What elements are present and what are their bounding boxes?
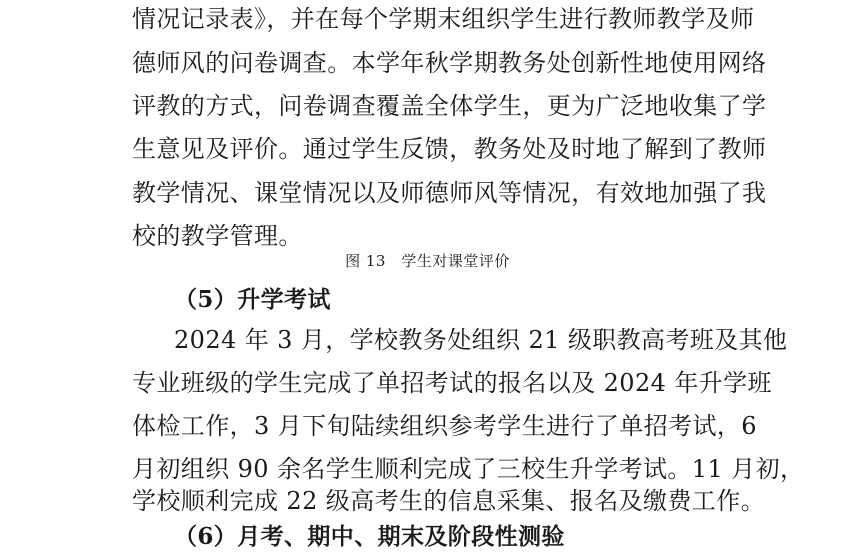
paragraph-line: 校的教学管理。 bbox=[132, 222, 303, 250]
paragraph-line: 学校顺利完成 22 级高考生的信息采集、报名及缴费工作。 bbox=[132, 487, 765, 515]
paragraph-line: 评教的方式，问卷调查覆盖全体学生，更为广泛地收集了学 bbox=[132, 92, 767, 120]
figure-caption: 图 13 学生对课堂评价 bbox=[345, 252, 510, 270]
paragraph-line: 教学情况、课堂情况以及师德师风等情况，有效地加强了我 bbox=[132, 179, 767, 207]
paragraph-line: 情况记录表》，并在每个学期末组织学生进行教师教学及师 bbox=[132, 5, 755, 33]
section-heading-6: （6）月考、期中、期末及阶段性测验 bbox=[174, 523, 565, 550]
paragraph-line: 2024 年 3 月，学校教务处组织 21 级职教高考班及其他 bbox=[174, 326, 788, 354]
paragraph-line: 专业班级的学生完成了单招考试的报名以及 2024 年升学班 bbox=[132, 369, 772, 397]
paragraph-line: 月初组织 90 余名学生顺利完成了三校生升学考试。11 月初， bbox=[132, 455, 805, 483]
paragraph-line: 体检工作，3 月下旬陆续组织参考学生进行了单招考试，6 bbox=[132, 412, 757, 440]
section-heading-5: （5）升学考试 bbox=[174, 286, 331, 313]
paragraph-line: 生意见及评价。通过学生反馈，教务处及时地了解到了教师 bbox=[132, 135, 767, 163]
paragraph-line: 德师风的问卷调查。本学年秋学期教务处创新性地使用网络 bbox=[132, 49, 767, 77]
